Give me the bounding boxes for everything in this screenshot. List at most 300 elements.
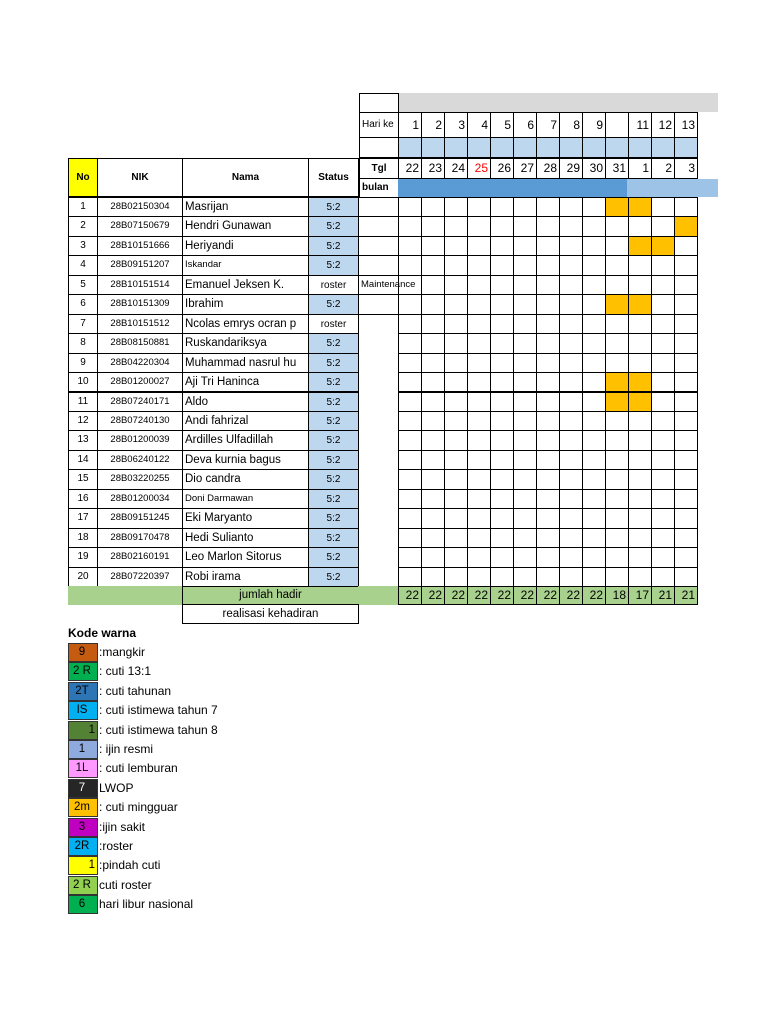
attendance-cell[interactable] bbox=[651, 547, 675, 567]
hari-ke-cell[interactable]: 7 bbox=[536, 112, 560, 138]
attendance-cell[interactable] bbox=[582, 469, 606, 489]
spacer-cell[interactable] bbox=[467, 137, 491, 158]
tgl-cell[interactable]: 25 bbox=[467, 158, 491, 179]
attendance-cell[interactable] bbox=[444, 353, 468, 373]
attendance-cell[interactable] bbox=[490, 333, 514, 353]
row-note-merged[interactable] bbox=[358, 314, 399, 587]
attendance-cell[interactable] bbox=[582, 430, 606, 450]
attendance-cell[interactable] bbox=[628, 353, 652, 373]
attendance-cell[interactable] bbox=[628, 567, 652, 587]
spacer-cell[interactable] bbox=[513, 137, 537, 158]
row-nama[interactable]: Heriyandi bbox=[182, 236, 309, 256]
row-nik[interactable]: 28B07240171 bbox=[97, 392, 183, 412]
attendance-cell[interactable] bbox=[628, 489, 652, 509]
attendance-cell[interactable] bbox=[582, 450, 606, 470]
attendance-cell[interactable] bbox=[490, 216, 514, 236]
attendance-cell[interactable] bbox=[559, 197, 583, 217]
row-no[interactable]: 17 bbox=[68, 508, 98, 528]
col-header-no[interactable]: No bbox=[68, 158, 98, 197]
attendance-cell[interactable] bbox=[582, 197, 606, 217]
attendance-cell[interactable] bbox=[444, 333, 468, 353]
row-nik[interactable]: 28B10151512 bbox=[97, 314, 183, 334]
attendance-cell[interactable] bbox=[536, 469, 560, 489]
attendance-cell[interactable] bbox=[513, 255, 537, 275]
row-status[interactable]: 5:2 bbox=[308, 353, 359, 373]
attendance-cell[interactable] bbox=[674, 236, 698, 256]
attendance-cell[interactable] bbox=[628, 236, 652, 256]
spacer-cell[interactable] bbox=[651, 137, 675, 158]
attendance-cell[interactable] bbox=[651, 489, 675, 509]
attendance-cell[interactable] bbox=[421, 430, 445, 450]
attendance-cell[interactable] bbox=[559, 547, 583, 567]
attendance-cell[interactable] bbox=[398, 372, 422, 392]
attendance-cell[interactable] bbox=[651, 392, 675, 412]
row-nama[interactable]: Ibrahim bbox=[182, 294, 309, 314]
attendance-cell[interactable] bbox=[582, 294, 606, 314]
attendance-cell[interactable] bbox=[605, 275, 629, 295]
row-no[interactable]: 4 bbox=[68, 255, 98, 275]
row-no[interactable]: 7 bbox=[68, 314, 98, 334]
row-nama[interactable]: Iskandar bbox=[182, 255, 309, 275]
spacer-cell[interactable] bbox=[444, 137, 468, 158]
jumlah-hadir-value[interactable]: 21 bbox=[674, 586, 698, 605]
attendance-cell[interactable] bbox=[398, 255, 422, 275]
row-nik[interactable]: 28B10151666 bbox=[97, 236, 183, 256]
row-nama[interactable]: Dio candra bbox=[182, 469, 309, 489]
attendance-cell[interactable] bbox=[467, 508, 491, 528]
attendance-cell[interactable] bbox=[513, 236, 537, 256]
attendance-cell[interactable] bbox=[444, 314, 468, 334]
row-no[interactable]: 3 bbox=[68, 236, 98, 256]
row-nik[interactable]: 28B01200034 bbox=[97, 489, 183, 509]
attendance-cell[interactable] bbox=[674, 567, 698, 587]
attendance-cell[interactable] bbox=[536, 372, 560, 392]
attendance-cell[interactable] bbox=[513, 508, 537, 528]
hari-ke-cell[interactable]: 1 bbox=[398, 112, 422, 138]
attendance-cell[interactable] bbox=[582, 411, 606, 431]
attendance-cell[interactable] bbox=[628, 372, 652, 392]
attendance-cell[interactable] bbox=[674, 333, 698, 353]
attendance-cell[interactable] bbox=[467, 528, 491, 548]
attendance-cell[interactable] bbox=[651, 294, 675, 314]
attendance-cell[interactable] bbox=[421, 372, 445, 392]
row-note-cell[interactable] bbox=[358, 197, 399, 217]
attendance-cell[interactable] bbox=[513, 469, 537, 489]
spacer-cell[interactable] bbox=[628, 137, 652, 158]
attendance-cell[interactable] bbox=[559, 275, 583, 295]
row-status[interactable]: 5:2 bbox=[308, 392, 359, 412]
row-nik[interactable]: 28B02160191 bbox=[97, 547, 183, 567]
attendance-cell[interactable] bbox=[674, 411, 698, 431]
attendance-cell[interactable] bbox=[582, 236, 606, 256]
attendance-cell[interactable] bbox=[605, 314, 629, 334]
attendance-cell[interactable] bbox=[421, 508, 445, 528]
attendance-cell[interactable] bbox=[421, 547, 445, 567]
attendance-cell[interactable] bbox=[674, 528, 698, 548]
attendance-cell[interactable] bbox=[605, 236, 629, 256]
tgl-cell[interactable]: 1 bbox=[628, 158, 652, 179]
attendance-cell[interactable] bbox=[651, 372, 675, 392]
realisasi-label[interactable]: realisasi kehadiran bbox=[182, 604, 359, 624]
attendance-cell[interactable] bbox=[467, 236, 491, 256]
row-nik[interactable]: 28B01200039 bbox=[97, 430, 183, 450]
attendance-cell[interactable] bbox=[467, 333, 491, 353]
attendance-cell[interactable] bbox=[559, 392, 583, 412]
attendance-cell[interactable] bbox=[467, 197, 491, 217]
attendance-cell[interactable] bbox=[582, 314, 606, 334]
attendance-cell[interactable] bbox=[421, 294, 445, 314]
row-nama[interactable]: Deva kurnia bagus bbox=[182, 450, 309, 470]
attendance-cell[interactable] bbox=[536, 567, 560, 587]
attendance-cell[interactable] bbox=[674, 353, 698, 373]
attendance-cell[interactable] bbox=[651, 411, 675, 431]
attendance-cell[interactable] bbox=[536, 411, 560, 431]
row-no[interactable]: 12 bbox=[68, 411, 98, 431]
attendance-cell[interactable] bbox=[421, 236, 445, 256]
row-status[interactable]: 5:2 bbox=[308, 567, 359, 587]
attendance-cell[interactable] bbox=[490, 197, 514, 217]
attendance-cell[interactable] bbox=[628, 333, 652, 353]
row-nik[interactable]: 28B09170478 bbox=[97, 528, 183, 548]
row-nama[interactable]: Andi fahrizal bbox=[182, 411, 309, 431]
attendance-cell[interactable] bbox=[398, 353, 422, 373]
row-nama[interactable]: Hendri Gunawan bbox=[182, 216, 309, 236]
attendance-cell[interactable] bbox=[536, 450, 560, 470]
hari-ke-cell[interactable]: 12 bbox=[651, 112, 675, 138]
attendance-cell[interactable] bbox=[398, 294, 422, 314]
attendance-cell[interactable] bbox=[651, 450, 675, 470]
jumlah-hadir-value[interactable]: 22 bbox=[559, 586, 583, 605]
attendance-cell[interactable] bbox=[421, 528, 445, 548]
attendance-cell[interactable] bbox=[559, 450, 583, 470]
row-status[interactable]: 5:2 bbox=[308, 489, 359, 509]
attendance-cell[interactable] bbox=[444, 528, 468, 548]
attendance-cell[interactable] bbox=[467, 547, 491, 567]
attendance-cell[interactable] bbox=[559, 333, 583, 353]
row-status[interactable]: 5:2 bbox=[308, 236, 359, 256]
row-nama[interactable]: Eki Maryanto bbox=[182, 508, 309, 528]
attendance-cell[interactable] bbox=[444, 236, 468, 256]
attendance-cell[interactable] bbox=[536, 353, 560, 373]
attendance-cell[interactable] bbox=[536, 314, 560, 334]
attendance-cell[interactable] bbox=[467, 567, 491, 587]
attendance-cell[interactable] bbox=[536, 197, 560, 217]
attendance-cell[interactable] bbox=[398, 392, 422, 412]
attendance-cell[interactable] bbox=[651, 197, 675, 217]
attendance-cell[interactable] bbox=[605, 489, 629, 509]
attendance-cell[interactable] bbox=[490, 353, 514, 373]
tgl-cell[interactable]: 2 bbox=[651, 158, 675, 179]
attendance-cell[interactable] bbox=[559, 430, 583, 450]
attendance-cell[interactable] bbox=[490, 411, 514, 431]
attendance-cell[interactable] bbox=[513, 314, 537, 334]
attendance-cell[interactable] bbox=[421, 469, 445, 489]
spacer-cell[interactable] bbox=[490, 137, 514, 158]
attendance-cell[interactable] bbox=[444, 450, 468, 470]
attendance-cell[interactable] bbox=[628, 547, 652, 567]
attendance-cell[interactable] bbox=[582, 392, 606, 412]
attendance-cell[interactable] bbox=[490, 430, 514, 450]
attendance-cell[interactable] bbox=[513, 275, 537, 295]
attendance-cell[interactable] bbox=[536, 489, 560, 509]
attendance-cell[interactable] bbox=[582, 567, 606, 587]
attendance-cell[interactable] bbox=[421, 275, 445, 295]
attendance-cell[interactable] bbox=[513, 567, 537, 587]
attendance-cell[interactable] bbox=[490, 567, 514, 587]
attendance-cell[interactable] bbox=[421, 567, 445, 587]
attendance-cell[interactable] bbox=[421, 216, 445, 236]
row-status[interactable]: 5:2 bbox=[308, 528, 359, 548]
attendance-cell[interactable] bbox=[605, 372, 629, 392]
row-nik[interactable]: 28B02150304 bbox=[97, 197, 183, 217]
row-note-cell[interactable] bbox=[358, 216, 399, 236]
attendance-cell[interactable] bbox=[559, 255, 583, 275]
hari-ke-cell[interactable]: 3 bbox=[444, 112, 468, 138]
attendance-cell[interactable] bbox=[651, 508, 675, 528]
row-status[interactable]: 5:2 bbox=[308, 430, 359, 450]
row-no[interactable]: 18 bbox=[68, 528, 98, 548]
attendance-cell[interactable] bbox=[582, 547, 606, 567]
tgl-cell[interactable]: 31 bbox=[605, 158, 629, 179]
attendance-cell[interactable] bbox=[536, 255, 560, 275]
attendance-cell[interactable] bbox=[490, 236, 514, 256]
tgl-cell[interactable]: 30 bbox=[582, 158, 606, 179]
attendance-cell[interactable] bbox=[605, 450, 629, 470]
attendance-cell[interactable] bbox=[467, 275, 491, 295]
jumlah-hadir-value[interactable]: 22 bbox=[490, 586, 514, 605]
tgl-cell[interactable]: 28 bbox=[536, 158, 560, 179]
jumlah-hadir-value[interactable]: 22 bbox=[444, 586, 468, 605]
col-header-status[interactable]: Status bbox=[308, 158, 359, 197]
attendance-cell[interactable] bbox=[444, 197, 468, 217]
attendance-cell[interactable] bbox=[651, 255, 675, 275]
row-nik[interactable]: 28B01200027 bbox=[97, 372, 183, 392]
row-no[interactable]: 8 bbox=[68, 333, 98, 353]
attendance-cell[interactable] bbox=[605, 469, 629, 489]
col-header-nama[interactable]: Nama bbox=[182, 158, 309, 197]
attendance-cell[interactable] bbox=[628, 411, 652, 431]
attendance-cell[interactable] bbox=[605, 411, 629, 431]
header-corner-cell[interactable] bbox=[359, 93, 399, 113]
row-no[interactable]: 16 bbox=[68, 489, 98, 509]
attendance-cell[interactable] bbox=[651, 528, 675, 548]
attendance-cell[interactable] bbox=[536, 392, 560, 412]
attendance-cell[interactable] bbox=[605, 430, 629, 450]
attendance-cell[interactable] bbox=[490, 392, 514, 412]
row-nama[interactable]: Leo Marlon Sitorus bbox=[182, 547, 309, 567]
attendance-cell[interactable] bbox=[444, 508, 468, 528]
attendance-cell[interactable] bbox=[536, 216, 560, 236]
attendance-cell[interactable] bbox=[398, 430, 422, 450]
attendance-cell[interactable] bbox=[467, 411, 491, 431]
tgl-cell[interactable]: 23 bbox=[421, 158, 445, 179]
attendance-cell[interactable] bbox=[536, 294, 560, 314]
row-no[interactable]: 6 bbox=[68, 294, 98, 314]
attendance-cell[interactable] bbox=[559, 372, 583, 392]
bulan-label[interactable]: bulan bbox=[359, 178, 399, 198]
row-no[interactable]: 13 bbox=[68, 430, 98, 450]
row-nama[interactable]: Emanuel Jeksen K. bbox=[182, 275, 309, 295]
row-nik[interactable]: 28B10151514 bbox=[97, 275, 183, 295]
attendance-cell[interactable] bbox=[674, 547, 698, 567]
attendance-cell[interactable] bbox=[582, 508, 606, 528]
attendance-cell[interactable] bbox=[559, 411, 583, 431]
attendance-cell[interactable] bbox=[651, 275, 675, 295]
spacer-cell[interactable] bbox=[674, 137, 698, 158]
attendance-cell[interactable] bbox=[398, 450, 422, 470]
attendance-cell[interactable] bbox=[605, 353, 629, 373]
attendance-cell[interactable] bbox=[674, 255, 698, 275]
attendance-cell[interactable] bbox=[490, 294, 514, 314]
row-nik[interactable]: 28B07220397 bbox=[97, 567, 183, 587]
attendance-cell[interactable] bbox=[651, 353, 675, 373]
attendance-cell[interactable] bbox=[444, 372, 468, 392]
hari-ke-cell[interactable]: 9 bbox=[582, 112, 606, 138]
row-no[interactable]: 5 bbox=[68, 275, 98, 295]
attendance-cell[interactable] bbox=[651, 567, 675, 587]
attendance-cell[interactable] bbox=[444, 392, 468, 412]
row-status[interactable]: 5:2 bbox=[308, 450, 359, 470]
attendance-cell[interactable] bbox=[628, 216, 652, 236]
attendance-cell[interactable] bbox=[444, 411, 468, 431]
row-status[interactable]: 5:2 bbox=[308, 216, 359, 236]
row-nik[interactable]: 28B09151207 bbox=[97, 255, 183, 275]
attendance-cell[interactable] bbox=[513, 547, 537, 567]
attendance-cell[interactable] bbox=[513, 528, 537, 548]
attendance-cell[interactable] bbox=[582, 255, 606, 275]
row-nik[interactable]: 28B03220255 bbox=[97, 469, 183, 489]
row-status[interactable]: 5:2 bbox=[308, 333, 359, 353]
attendance-cell[interactable] bbox=[513, 216, 537, 236]
row-note-cell[interactable] bbox=[358, 236, 399, 256]
attendance-cell[interactable] bbox=[674, 294, 698, 314]
attendance-cell[interactable] bbox=[674, 372, 698, 392]
attendance-cell[interactable] bbox=[444, 255, 468, 275]
jumlah-hadir-value[interactable]: 22 bbox=[582, 586, 606, 605]
row-note-cell[interactable] bbox=[358, 255, 399, 275]
attendance-cell[interactable] bbox=[421, 197, 445, 217]
row-status[interactable]: 5:2 bbox=[308, 547, 359, 567]
attendance-cell[interactable] bbox=[628, 294, 652, 314]
attendance-cell[interactable] bbox=[605, 255, 629, 275]
hari-ke-spacer-label[interactable] bbox=[359, 137, 399, 158]
attendance-cell[interactable] bbox=[398, 469, 422, 489]
attendance-cell[interactable] bbox=[605, 547, 629, 567]
attendance-cell[interactable] bbox=[674, 430, 698, 450]
row-note-cell[interactable] bbox=[358, 294, 399, 314]
row-nik[interactable]: 28B08150881 bbox=[97, 333, 183, 353]
spacer-cell[interactable] bbox=[421, 137, 445, 158]
tgl-cell[interactable]: 27 bbox=[513, 158, 537, 179]
attendance-cell[interactable] bbox=[513, 353, 537, 373]
attendance-cell[interactable] bbox=[398, 197, 422, 217]
attendance-cell[interactable] bbox=[559, 236, 583, 256]
attendance-cell[interactable] bbox=[490, 508, 514, 528]
col-header-nik[interactable]: NIK bbox=[97, 158, 183, 197]
attendance-cell[interactable] bbox=[559, 469, 583, 489]
row-note-cell[interactable] bbox=[358, 275, 416, 295]
attendance-cell[interactable] bbox=[513, 411, 537, 431]
attendance-cell[interactable] bbox=[536, 508, 560, 528]
attendance-cell[interactable] bbox=[421, 314, 445, 334]
attendance-cell[interactable] bbox=[536, 430, 560, 450]
row-status[interactable]: roster bbox=[308, 314, 359, 334]
jumlah-hadir-value[interactable]: 17 bbox=[628, 586, 652, 605]
attendance-cell[interactable] bbox=[398, 508, 422, 528]
attendance-cell[interactable] bbox=[467, 294, 491, 314]
attendance-cell[interactable] bbox=[559, 508, 583, 528]
attendance-cell[interactable] bbox=[490, 314, 514, 334]
row-no[interactable]: 10 bbox=[68, 372, 98, 392]
attendance-cell[interactable] bbox=[674, 508, 698, 528]
attendance-cell[interactable] bbox=[582, 372, 606, 392]
row-no[interactable]: 1 bbox=[68, 197, 98, 217]
attendance-cell[interactable] bbox=[513, 489, 537, 509]
hari-ke-cell[interactable]: 5 bbox=[490, 112, 514, 138]
attendance-cell[interactable] bbox=[605, 508, 629, 528]
row-status[interactable]: 5:2 bbox=[308, 197, 359, 217]
row-nama[interactable]: Masrijan bbox=[182, 197, 309, 217]
attendance-cell[interactable] bbox=[582, 353, 606, 373]
attendance-cell[interactable] bbox=[444, 469, 468, 489]
attendance-cell[interactable] bbox=[490, 275, 514, 295]
attendance-cell[interactable] bbox=[582, 333, 606, 353]
attendance-cell[interactable] bbox=[444, 294, 468, 314]
tgl-cell[interactable]: 26 bbox=[490, 158, 514, 179]
attendance-cell[interactable] bbox=[674, 314, 698, 334]
tgl-cell[interactable]: 29 bbox=[559, 158, 583, 179]
jumlah-hadir-value[interactable]: 22 bbox=[421, 586, 445, 605]
row-nama[interactable]: Hedi Sulianto bbox=[182, 528, 309, 548]
row-status[interactable]: 5:2 bbox=[308, 411, 359, 431]
attendance-cell[interactable] bbox=[398, 314, 422, 334]
attendance-cell[interactable] bbox=[674, 392, 698, 412]
row-nik[interactable]: 28B04220304 bbox=[97, 353, 183, 373]
attendance-cell[interactable] bbox=[398, 567, 422, 587]
attendance-cell[interactable] bbox=[513, 197, 537, 217]
attendance-cell[interactable] bbox=[444, 430, 468, 450]
attendance-cell[interactable] bbox=[467, 489, 491, 509]
row-nik[interactable]: 28B07150679 bbox=[97, 216, 183, 236]
spacer-cell[interactable] bbox=[536, 137, 560, 158]
attendance-cell[interactable] bbox=[444, 275, 468, 295]
hari-ke-cell[interactable]: 2 bbox=[421, 112, 445, 138]
attendance-cell[interactable] bbox=[421, 392, 445, 412]
attendance-cell[interactable] bbox=[559, 314, 583, 334]
attendance-cell[interactable] bbox=[559, 567, 583, 587]
attendance-cell[interactable] bbox=[605, 197, 629, 217]
attendance-cell[interactable] bbox=[605, 567, 629, 587]
attendance-cell[interactable] bbox=[536, 333, 560, 353]
attendance-cell[interactable] bbox=[582, 216, 606, 236]
attendance-cell[interactable] bbox=[559, 294, 583, 314]
row-status[interactable]: 5:2 bbox=[308, 372, 359, 392]
spacer-cell[interactable] bbox=[559, 137, 583, 158]
attendance-cell[interactable] bbox=[421, 255, 445, 275]
attendance-cell[interactable] bbox=[674, 450, 698, 470]
jumlah-hadir-value[interactable]: 18 bbox=[605, 586, 629, 605]
attendance-cell[interactable] bbox=[674, 275, 698, 295]
hari-ke-cell[interactable]: 13 bbox=[674, 112, 698, 138]
attendance-cell[interactable] bbox=[490, 255, 514, 275]
attendance-cell[interactable] bbox=[628, 450, 652, 470]
row-nama[interactable]: Aldo bbox=[182, 392, 309, 412]
attendance-cell[interactable] bbox=[559, 353, 583, 373]
row-nama[interactable]: Ruskandariksya bbox=[182, 333, 309, 353]
attendance-cell[interactable] bbox=[398, 528, 422, 548]
attendance-cell[interactable] bbox=[421, 411, 445, 431]
row-nik[interactable]: 28B07240130 bbox=[97, 411, 183, 431]
